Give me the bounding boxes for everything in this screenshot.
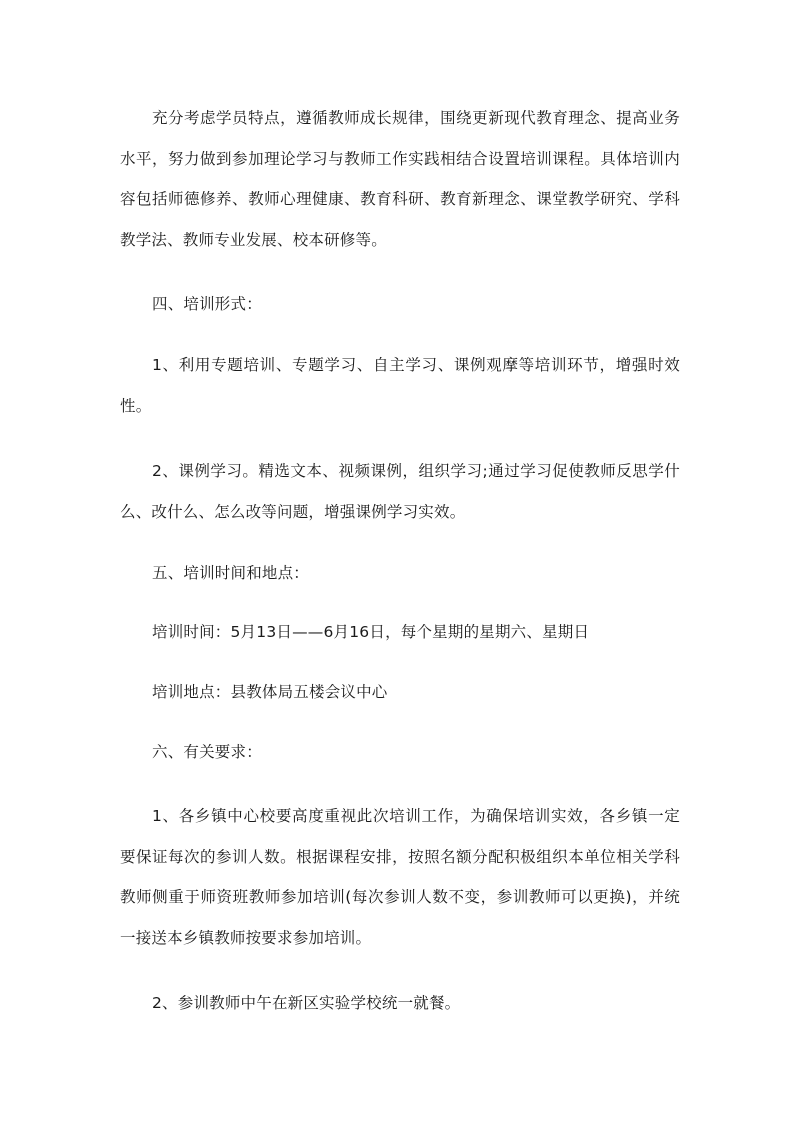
section-5-title: 五、培训时间和地点： — [152, 564, 310, 582]
section-4-item-2: 2、课例学习。精选文本、视频课例，组织学习;通过学习促使教师反思学什么、改什么、怎么改等问题，增强课例学习实效。 — [120, 462, 680, 521]
training-time: 培训时间：5月13日——6月16日，每个星期的星期六、星期日 — [152, 623, 590, 641]
section-4-item-1: 1、利用专题培训、专题学习、自主学习、课例观摩等培训环节，增强时效性。 — [120, 356, 680, 415]
section-6-item-2: 2、参训教师中午在新区实验学校统一就餐。 — [152, 994, 461, 1012]
paragraph-curriculum: 充分考虑学员特点，遵循教师成长规律，围绕更新现代教育理念、提高业务水平，努力做到参加理论学习与教师工作实践相结合设置培训课程。具体培训内容包括师德修养、教师心理健康、教育科研、教育新理念、课堂教学研究、学科教学法、教师专业发展、校本研修等。 — [120, 109, 680, 249]
training-location: 培训地点：县教体局五楼会议中心 — [152, 683, 388, 701]
section-4-title: 四、培训形式： — [152, 295, 262, 313]
section-6-item-1: 1、各乡镇中心校要高度重视此次培训工作，为确保培训实效，各乡镇一定要保证每次的参训人数。根据课程安排，按照名额分配积极组织本单位相关学科教师侧重于师资班教师参加培训(每次参训人数不变，参训教师可以更换)，并统一接送本乡镇教师按要求参加培训。 — [120, 807, 680, 947]
section-6-title: 六、有关要求： — [152, 743, 262, 761]
